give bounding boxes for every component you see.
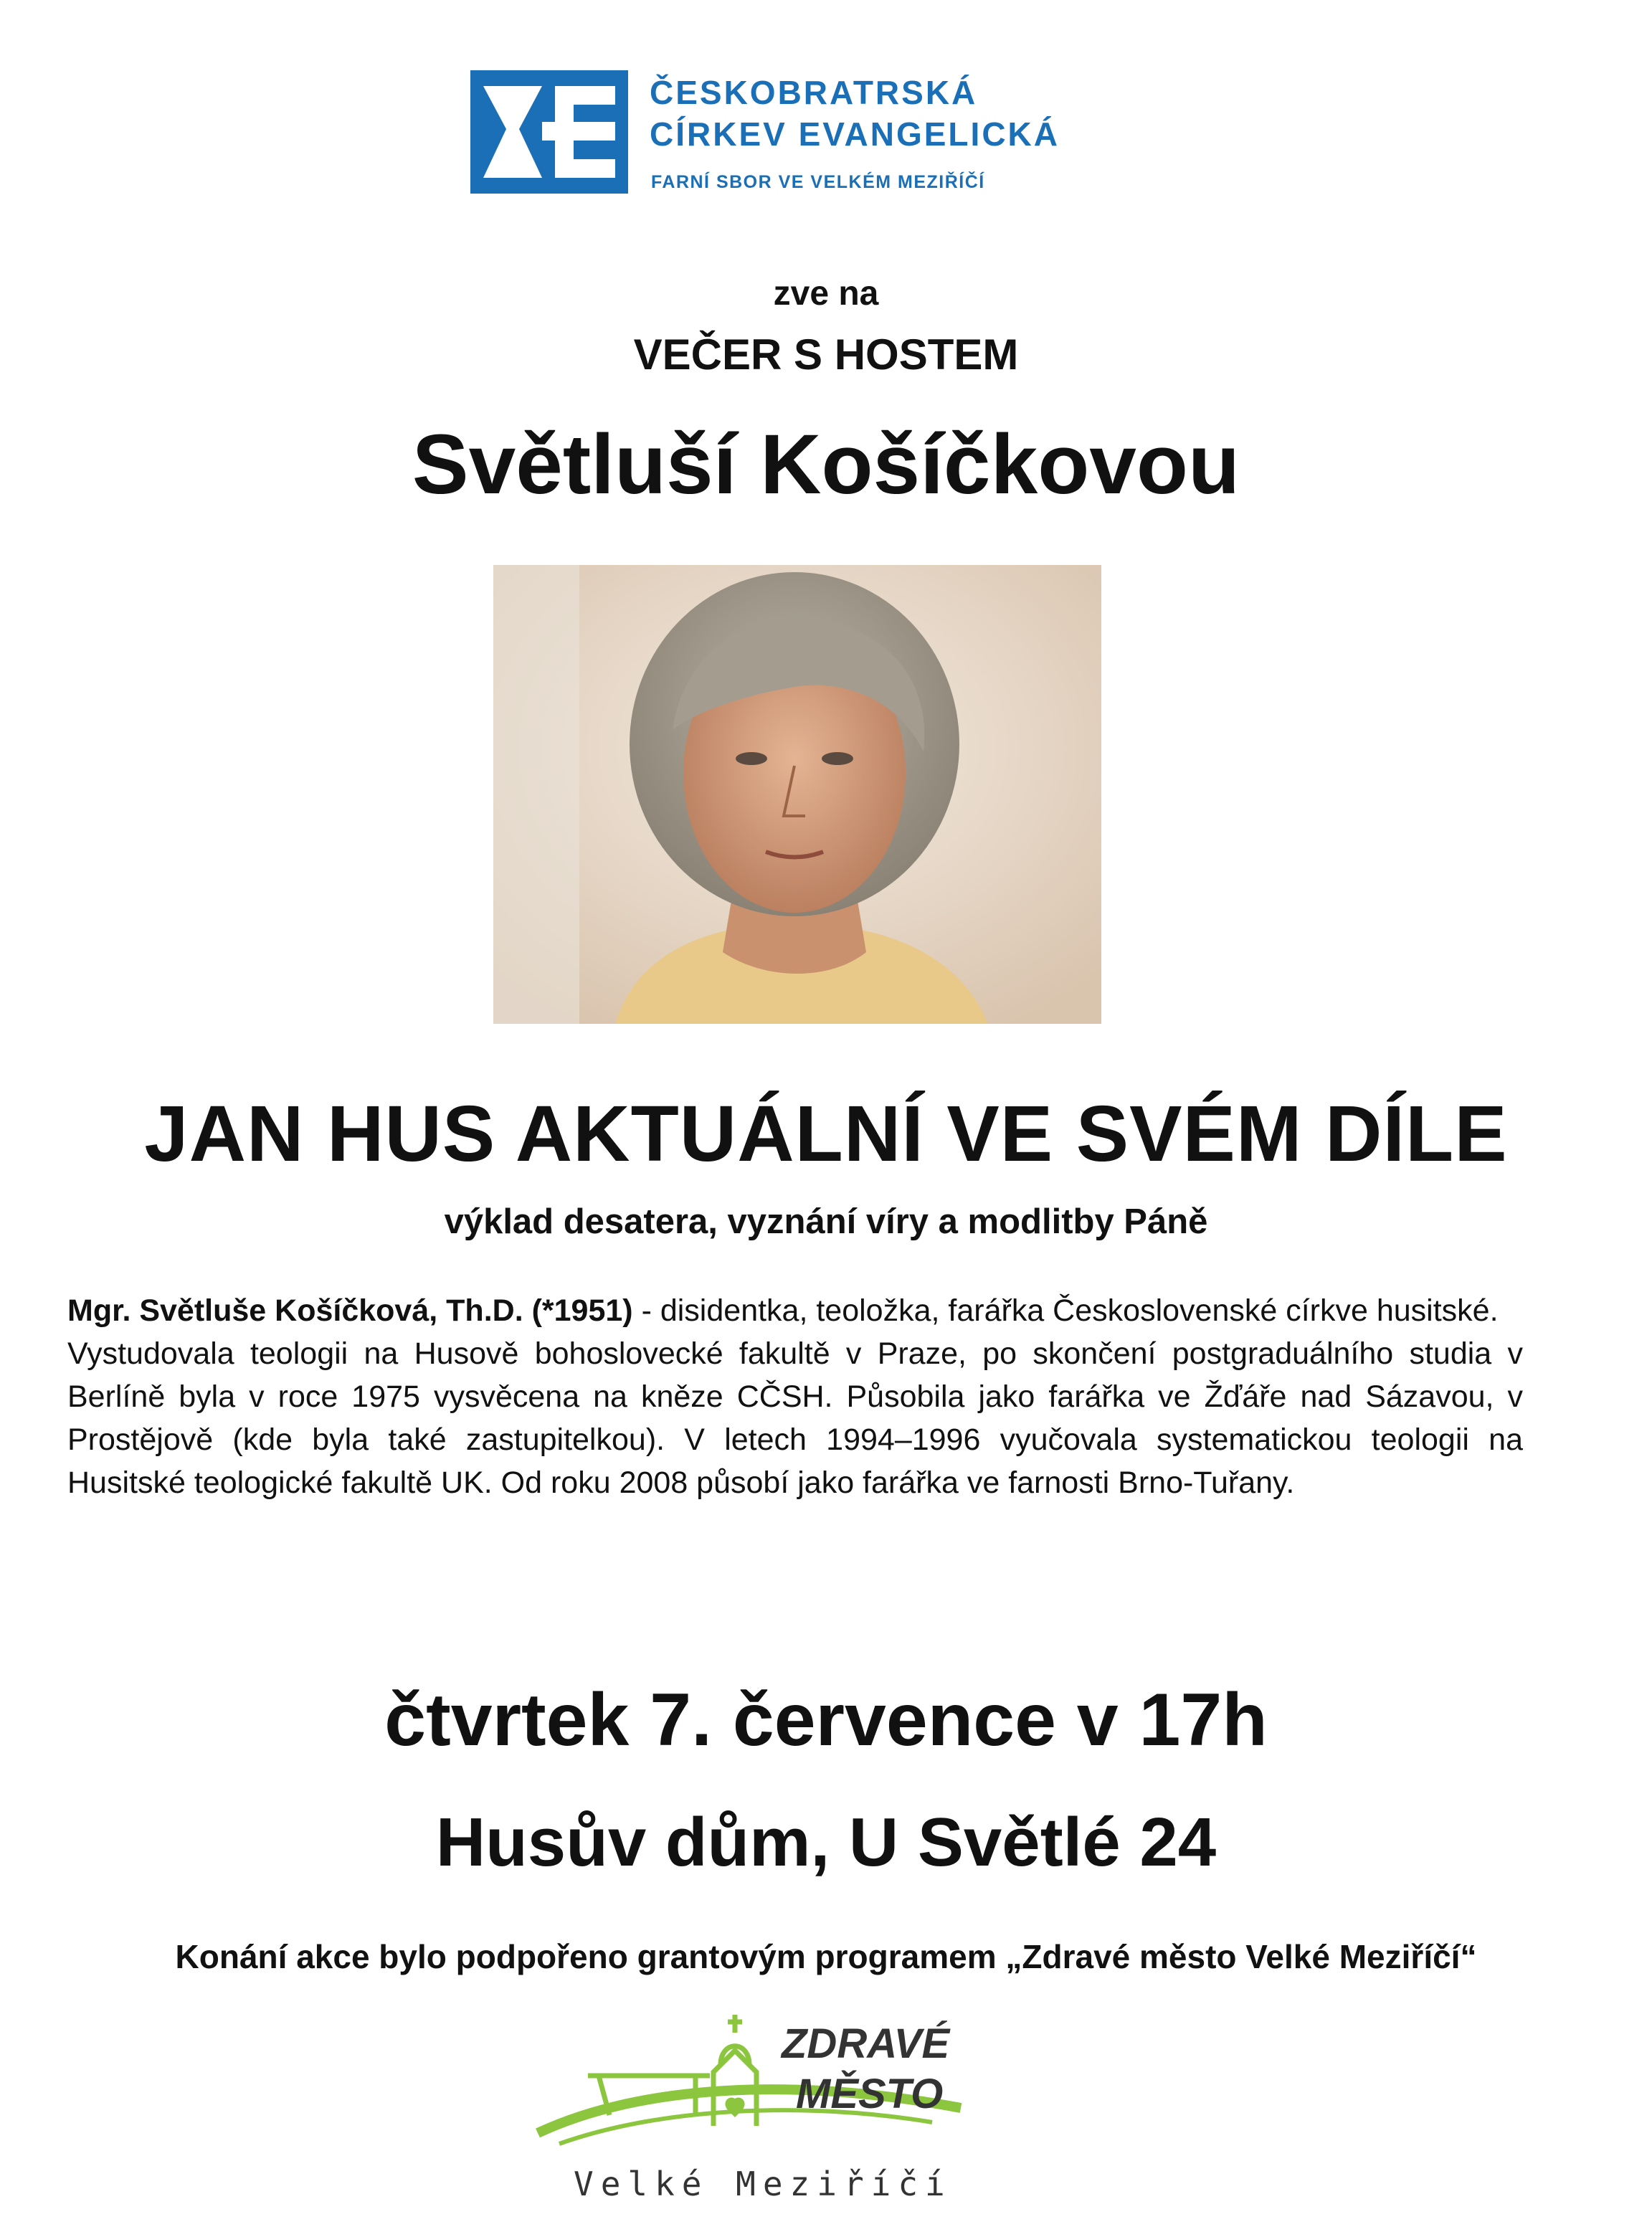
guest-bio	[67, 1289, 1523, 1504]
chalice-cross-logo-icon	[470, 70, 628, 194]
zdrave-mesto-logo	[531, 2008, 1018, 2223]
zm-line1: ZDRAVÉ	[782, 2020, 950, 2067]
logo-line-2: CÍRKEV EVANGELICKÁ	[650, 115, 1060, 153]
lecture-title: JAN HUS AKTUÁLNÍ VE SVÉM DÍLE	[144, 1090, 1508, 1178]
guest-portrait-photo	[493, 565, 1101, 1024]
event-venue: Husův dům, U Světlé 24	[435, 1804, 1217, 1881]
zm-town: Velké Meziříčí	[574, 2165, 952, 2203]
logo-line-1: ČESKOBRATRSKÁ	[650, 74, 978, 111]
logo-line-3: FARNÍ SBOR VE VELKÉM MEZIŘÍČÍ	[651, 172, 985, 192]
lecture-subtitle: výklad desatera, vyznání víry a modlitby Páně	[444, 1202, 1208, 1241]
bio-intro: - disidentka, teoložka, farářka Československé církve husitské.	[632, 1293, 1499, 1328]
support-note: Konání akce bylo podpořeno grantovým programem „Zdravé město Velké Meziříčí“	[175, 1938, 1477, 1975]
bio-name: Mgr. Světluše Košíčková, Th.D. (*1951)	[67, 1293, 633, 1328]
event-type: VEČER S HOSTEM	[633, 331, 1019, 379]
zm-line2: MĚSTO	[796, 2071, 944, 2117]
invite-text: zve na	[773, 275, 879, 313]
church-logo	[470, 70, 1130, 194]
guest-name: Světluší Košíčkovou	[412, 417, 1240, 512]
event-date: čtvrtek 7. července v 17h	[384, 1678, 1268, 1762]
bio-text: Vystudovala teologii na Husově bohoslovecké fakultě v Praze, po skončení postgraduálního studia v Berlíně byla v roce 1975 vysvěcena na kněze CČSH. Působila jako farářka ve Žďáře nad Sázavou, v Prostějově (kde byla také zastupitelkou). V letech 1994–1996 vyučovala systematickou teologii na Husitské teologické fakultě UK. Od roku 2008 působí jako farářka ve farnosti Brno-Tuřany.	[67, 1336, 1523, 1500]
